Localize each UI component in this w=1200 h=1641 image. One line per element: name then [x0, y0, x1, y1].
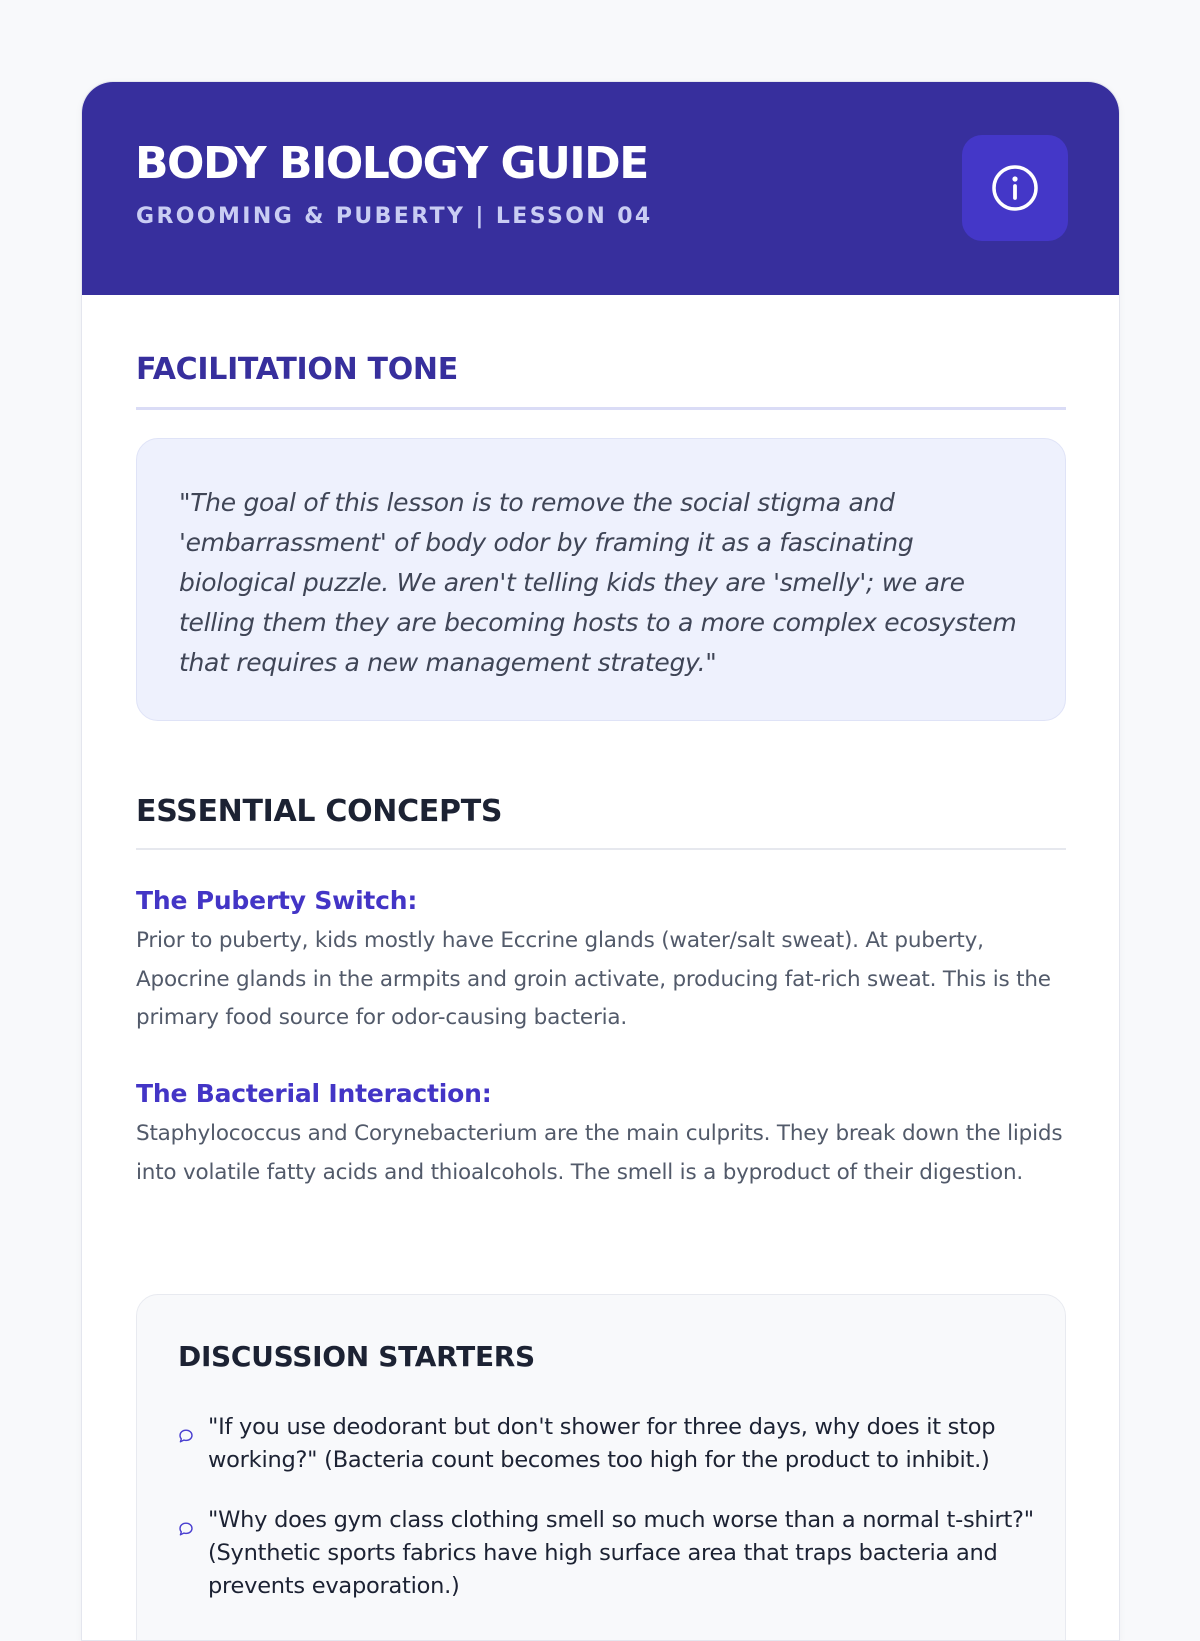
lesson-card	[81, 81, 1120, 1641]
discussion-starters-heading: DISCUSSION STARTERS	[178, 1340, 535, 1373]
speech-bubble-icon	[178, 1428, 194, 1444]
lesson-subtitle: GROOMING & PUBERTY | LESSON 04	[136, 204, 653, 229]
list-item	[178, 1504, 1038, 1603]
concept-item	[136, 1077, 1066, 1192]
guide-title: BODY BIOLOGY GUIDE	[135, 138, 648, 189]
concept-body: Prior to puberty, kids mostly have Eccrine glands (water/salt sweat). At puberty, Apocrine glands in the armpits and groin activate, producing fat-rich sweat. This is the primary food source for odor-causing bacteria.	[136, 928, 1051, 1030]
discussion-starter-text: "Why does gym class clothing smell so much worse than a normal t-shirt?" (Synthetic sports fabrics have high surface area that traps bacteria and prevents evaporation.)	[208, 1507, 1034, 1599]
discussion-starter-text: "If you use deodorant but don't shower for three days, why does it stop working?" (Bacteria count becomes too high for the product to inhibit.)	[208, 1414, 996, 1473]
concept-title: The Bacterial Interaction:	[136, 1079, 492, 1108]
concept-item	[136, 884, 1066, 1038]
info-icon	[990, 163, 1040, 213]
facilitation-quote: "The goal of this lesson is to remove the social stigma and 'embarrassment' of body odor by framing it as a fascinating biological puzzle. We aren't telling kids they are 'smelly'; we are telling them they are becoming hosts to a more complex ecosystem that requires a new management strategy."	[179, 488, 1017, 677]
speech-bubble-icon	[178, 1521, 194, 1537]
essential-concepts-heading: ESSENTIAL CONCEPTS	[136, 794, 503, 829]
facilitation-quote-box	[136, 438, 1066, 721]
concept-title: The Puberty Switch:	[136, 886, 418, 915]
info-button[interactable]	[962, 135, 1068, 241]
discussion-list	[178, 1411, 1038, 1630]
facilitation-tone-heading: FACILITATION TONE	[136, 352, 458, 387]
concept-body: Staphylococcus and Corynebacterium are the main culprits. They break down the lipids into volatile fatty acids and thioalcohols. The smell is a byproduct of their digestion.	[136, 1121, 1063, 1185]
facilitation-divider	[136, 407, 1066, 410]
concepts-divider	[136, 848, 1066, 850]
discussion-starters-box	[136, 1294, 1066, 1641]
list-item	[178, 1411, 1038, 1477]
lesson-header	[82, 82, 1119, 295]
